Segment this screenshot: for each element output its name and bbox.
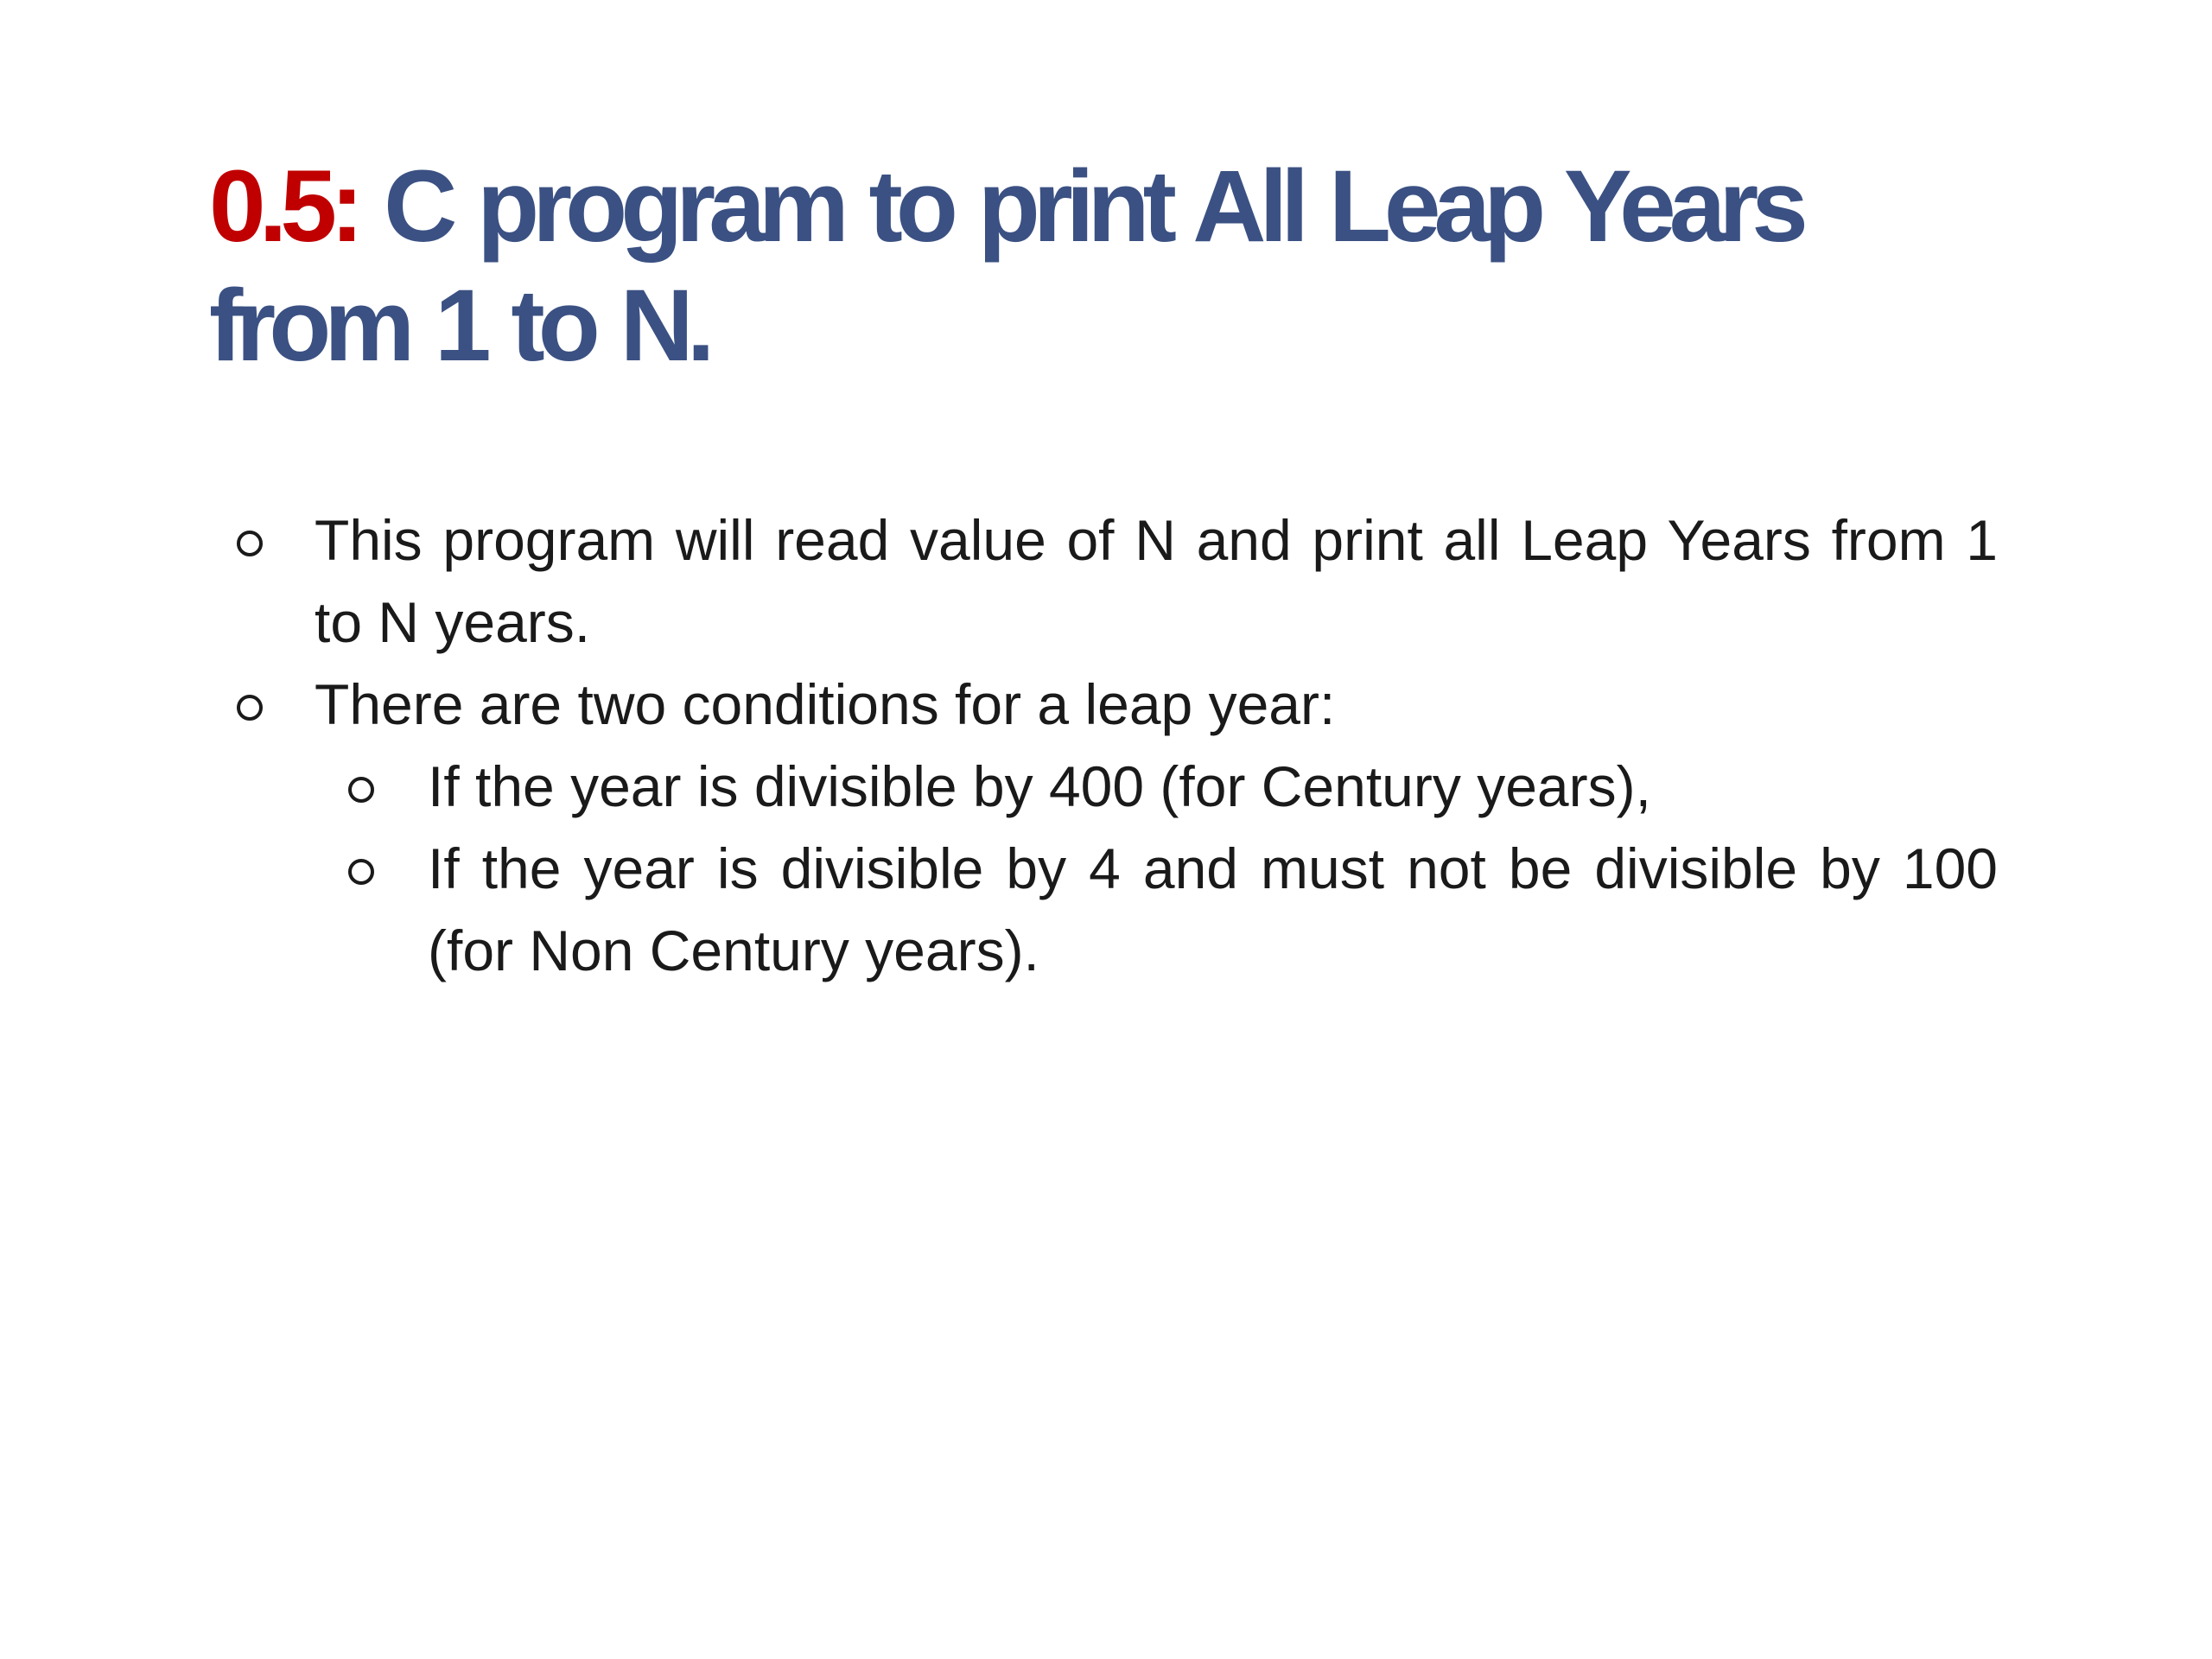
sub-bullet-text: If the year is divisible by 4 and must not be divisible by 100 (for Non Century years).: [428, 836, 1998, 982]
bullet-list: [209, 499, 1998, 992]
slide-title: [209, 147, 2024, 385]
hollow-circle-bullet-icon: [237, 695, 263, 721]
bullet-text: This program will read value of N and print all Leap Years from 1 to N years.: [315, 508, 1998, 654]
bullet-item: [209, 499, 1998, 664]
sub-bullet-item: [209, 828, 1998, 992]
hollow-circle-bullet-icon: [237, 531, 263, 556]
bullet-text: There are two conditions for a leap year:: [315, 672, 1336, 736]
bullet-item: [209, 664, 1998, 746]
hollow-circle-bullet-icon: [348, 777, 374, 803]
title-text: C program to print All Leap Years from 1 to N.: [209, 149, 1802, 383]
sub-bullet-item: [209, 746, 1998, 828]
title-number: 0.5:: [209, 149, 358, 264]
hollow-circle-bullet-icon: [348, 859, 374, 885]
sub-bullet-text: If the year is divisible by 400 (for Century years),: [428, 754, 1651, 818]
